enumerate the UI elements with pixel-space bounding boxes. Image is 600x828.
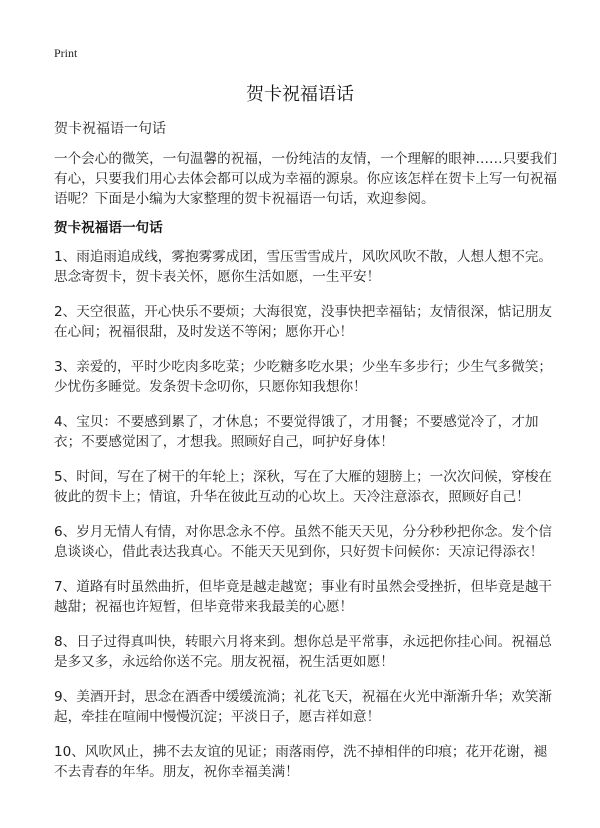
print-label: Print	[54, 46, 78, 60]
list-item: 1、雨追雨追成线，雾抱雾雾成团，雪压雪雪成片，风吹风吹不散，人想人想不完。思念寄贺卡，贺卡表关怀，愿你生活如愿，一生平安！	[54, 249, 553, 285]
list-item: 10、风吹风止，拂不去友谊的见证；雨落雨停，洗不掉相伴的印痕；花开花谢，褪不去青春的年华。朋友，祝你幸福美满！	[54, 744, 548, 780]
list-item: 7、道路有时虽然曲折，但毕竟是越走越宽；事业有时虽然会受挫折，但毕竟是越干越甜；祝福也许短暂，但毕竟带来我最美的心愿！	[54, 579, 553, 615]
list-item: 6、岁月无情人有情，对你思念永不停。虽然不能天天见，分分秒秒把你念。发个信息谈谈心，借此表达我真心。不能天天见到你，只好贺卡问候你：天凉记得添衣！	[54, 524, 553, 560]
list-item: 8、日子过得真叫快，转眼六月将来到。想你总是平常事，永远把你挂心间。祝福总是多又多，永远给你送不完。朋友祝福，祝生活更如愿！	[54, 634, 553, 670]
greeting-list	[54, 247, 559, 797]
list-item: 3、亲爱的，平时少吃肉多吃菜；少吃糖多吃水果；少坐车多步行；少生气多微笑；少忧伤多睡觉。发条贺卡念叨你，只愿你知我想你！	[54, 359, 553, 395]
list-item: 2、天空很蓝，开心快乐不要烦；大海很宽，没事快把幸福钻；友情很深，惦记朋友在心间；祝福很甜，及时发送不等闲；愿你开心！	[54, 304, 553, 340]
intro-paragraph: 一个会心的微笑，一句温馨的祝福，一份纯洁的友情，一个理解的眼神……只要我们有心，只要我们用心去体会都可以成为幸福的源泉。你应该怎样在贺卡上写一句祝福语呢？下面是小编为大家整理的贺卡祝福语一句话，欢迎参阅。	[54, 151, 557, 207]
list-item: 4、宝贝：不要感到累了，才休息；不要觉得饿了，才用餐；不要感觉冷了，才加衣；不要感觉困了，才想我。照顾好自己，呵护好身体！	[54, 414, 539, 450]
list-item: 5、时间，写在了树干的年轮上；深秋，写在了大雁的翅膀上；一次次问候，穿梭在彼此的贺卡上；情谊，升华在彼此互动的心坎上。天冷注意添衣，照顾好自己！	[54, 469, 553, 505]
subtitle: 贺卡祝福语一句话	[54, 121, 166, 137]
list-item: 9、美酒开封，思念在酒香中缓缓流淌；礼花飞天，祝福在火光中渐渐升华；欢笑渐起，牵挂在喧闹中慢慢沉淀；平淡日子，愿吉祥如意！	[54, 689, 553, 725]
section-heading: 贺卡祝福语一句话	[54, 220, 163, 236]
page-title: 贺卡祝福语话	[246, 84, 354, 105]
